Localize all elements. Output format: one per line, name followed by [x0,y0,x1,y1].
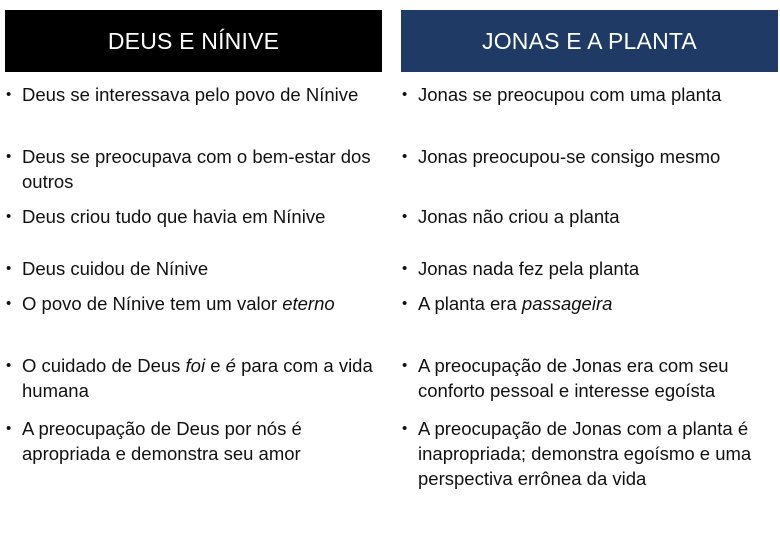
right-item-4: • Jonas nada fez pela planta [401,256,778,281]
left-column-header [5,10,382,72]
right-header-title: JONAS E A PLANTA [482,27,697,54]
left-header-title: DEUS E NÍNIVE [107,27,280,54]
left-item-7: • A preocupação de Deus por nós é apropriada e demonstra seu amor [5,416,385,466]
right-item-6: • A preocupação de Jonas era com seu conforto pessoal e interesse egoísta [401,353,778,403]
right-item-3: • Jonas não criou a planta [401,204,778,229]
left-item-4: • Deus cuidou de Nínive [5,256,385,281]
right-item-5: • A planta era passageira [401,291,778,316]
right-column-header [401,10,778,72]
right-item-7: • A preocupação de Jonas com a planta é inapropriada; demonstra egoísmo e uma perspectiva errônea da vida [401,416,778,491]
left-item-6: • O cuidado de Deus foi e é para com a vida humana [5,353,385,403]
right-item-1: • Jonas se preocupou com uma planta [401,82,778,107]
left-item-3: • Deus criou tudo que havia em Nínive [5,204,385,229]
left-item-5: • O povo de Nínive tem um valor eterno [5,291,385,316]
left-item-1: • Deus se interessava pelo povo de Nínive [5,82,385,107]
right-item-2: • Jonas preocupou-se consigo mesmo [401,144,778,169]
left-item-2: • Deus se preocupava com o bem-estar dos outros [5,144,385,194]
